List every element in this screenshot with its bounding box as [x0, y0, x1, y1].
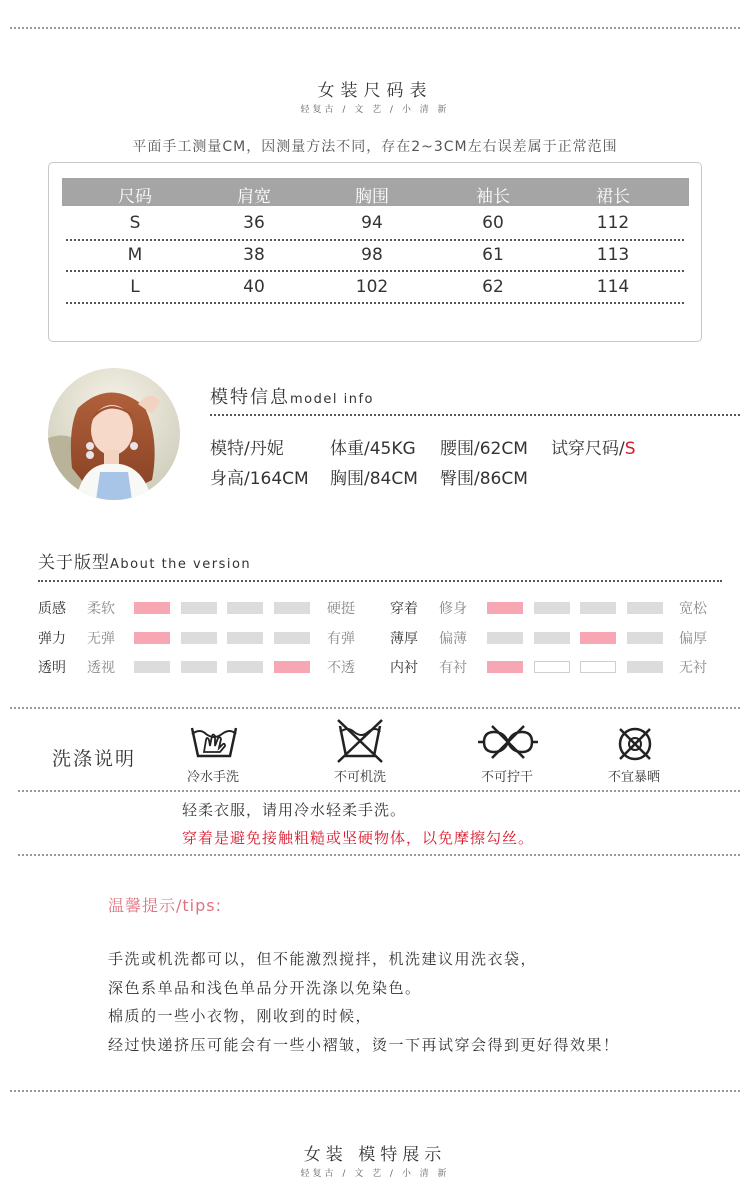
- model-info-title: [210, 383, 374, 409]
- no-machine-wash-label: 不可机洗: [333, 770, 386, 785]
- scale-bar: [134, 632, 170, 644]
- table-row: [62, 245, 689, 269]
- scale-bar: [487, 602, 523, 614]
- version-title-cn: 关于版型: [38, 553, 110, 573]
- scale-bar: [534, 602, 570, 614]
- model-avatar: [48, 368, 180, 500]
- scale-low-label: 修身: [439, 601, 467, 617]
- table-cell: M: [127, 245, 143, 265]
- scale-name: 内衬: [390, 660, 418, 676]
- row-divider: [66, 302, 684, 304]
- scale-bar: [534, 632, 570, 644]
- scale-low-label: 柔软: [87, 601, 115, 617]
- table-cell: 112: [596, 213, 630, 233]
- row-divider: [66, 239, 684, 241]
- scale-bar: [227, 661, 263, 673]
- divider: [10, 707, 740, 709]
- model-info-title-en: model info: [290, 392, 374, 407]
- scale-bar: [181, 602, 217, 614]
- scale-bar: [181, 632, 217, 644]
- table-cell: 98: [361, 245, 383, 265]
- no-sun-dry-label: 不宜暴晒: [607, 770, 660, 785]
- wash-note: 轻柔衣服，请用冷水轻柔手洗。: [182, 801, 407, 819]
- table-cell: 113: [596, 245, 630, 265]
- scale-bar: [627, 602, 663, 614]
- header-cell: 胸围: [355, 187, 389, 207]
- tips-title: 温馨提示/tips:: [108, 896, 222, 915]
- model-size-label: 试穿尺码/: [551, 439, 625, 459]
- table-cell: 60: [482, 213, 504, 233]
- scale-bar: [134, 602, 170, 614]
- tip-line: 经过快递挤压可能会有一些小褶皱，烫一下再试穿会得到更好得效果！: [108, 1036, 620, 1054]
- model-size-value: S: [624, 439, 636, 459]
- table-row: [62, 213, 689, 237]
- model-height: 身高/164CM: [210, 469, 309, 489]
- tip-line: 深色系单品和浅色单品分开洗涤以免染色。: [108, 979, 422, 997]
- scale-bar: [227, 602, 263, 614]
- scale-low-label: 偏薄: [439, 631, 467, 647]
- divider: [38, 580, 722, 582]
- divider: [10, 27, 740, 29]
- scale-bar: [487, 661, 523, 673]
- scale-high-label: 硬挺: [327, 601, 355, 617]
- table-cell: S: [129, 213, 141, 233]
- scale-bar: [227, 632, 263, 644]
- table-cell: 62: [482, 277, 504, 297]
- no-wring-label: 不可拧干: [480, 770, 533, 785]
- model-waist: 腰围/62CM: [440, 439, 528, 459]
- no-sun-dry-icon: [616, 725, 654, 767]
- table-cell: L: [130, 277, 140, 297]
- header-cell: 肩宽: [237, 187, 271, 207]
- row-divider: [66, 270, 684, 272]
- model-name: 模特/丹妮: [210, 439, 284, 459]
- scale-name: 透明: [38, 660, 66, 676]
- scale-high-label: 无衬: [679, 660, 707, 676]
- table-cell: 94: [361, 213, 383, 233]
- header-cell: 袖长: [476, 187, 510, 207]
- hand-wash-label: 冷水手洗: [186, 770, 239, 785]
- no-wring-icon: [476, 724, 540, 764]
- scale-low-label: 有衬: [439, 660, 467, 676]
- scale-bar: [580, 632, 616, 644]
- footer-subtitle: 轻复古 / 文 艺 / 小 清 新: [300, 1169, 450, 1179]
- model-info-title-cn: 模特信息: [210, 387, 290, 408]
- scale-bar: [181, 661, 217, 673]
- scale-bar: [274, 602, 310, 614]
- divider: [18, 854, 740, 856]
- scale-high-label: 不透: [327, 660, 355, 676]
- wash-title: 洗涤说明: [52, 748, 137, 770]
- version-title-en: About the version: [110, 557, 252, 572]
- scale-bar: [274, 632, 310, 644]
- model-hip: 臀围/86CM: [440, 469, 528, 489]
- table-cell: 38: [243, 245, 265, 265]
- table-cell: 61: [482, 245, 504, 265]
- scale-bar: [487, 632, 523, 644]
- scale-bar: [580, 661, 616, 673]
- scale-name: 弹力: [38, 631, 66, 647]
- scale-bar: [627, 661, 663, 673]
- divider: [210, 414, 740, 416]
- scale-low-label: 无弹: [87, 631, 115, 647]
- header-cell: 尺码: [118, 187, 152, 207]
- page-subtitle: 轻复古 / 文 艺 / 小 清 新: [300, 105, 450, 115]
- tip-line: 手洗或机洗都可以，但不能激烈搅拌，机洗建议用洗衣袋，: [108, 950, 538, 968]
- scale-high-label: 宽松: [679, 601, 707, 617]
- hand-wash-icon: [188, 722, 240, 766]
- tip-line: 棉质的一些小衣物，刚收到的时候，: [108, 1007, 373, 1025]
- model-size: [551, 434, 636, 459]
- measure-note: 平面手工测量CM，因测量方法不同，存在2~3CM左右误差属于正常范围: [132, 139, 618, 155]
- no-machine-wash-icon: [334, 716, 386, 768]
- size-table-header: [62, 178, 689, 206]
- scale-name: 薄厚: [390, 631, 418, 647]
- scale-low-label: 透视: [87, 660, 115, 676]
- version-title: [38, 548, 251, 573]
- page-title: 女装尺码表: [317, 81, 433, 101]
- divider: [10, 1090, 740, 1092]
- scale-bar: [134, 661, 170, 673]
- scale-bar: [274, 661, 310, 673]
- table-row: [62, 277, 689, 301]
- table-cell: 114: [596, 277, 630, 297]
- scale-high-label: 有弹: [327, 631, 355, 647]
- footer-title: 女装 模特展示: [303, 1145, 447, 1165]
- scale-bar: [627, 632, 663, 644]
- scale-name: 穿着: [390, 601, 418, 617]
- scale-high-label: 偏厚: [679, 631, 707, 647]
- header-cell: 裙长: [596, 187, 630, 207]
- wash-warning: 穿着是避免接触粗糙或坚硬物体，以免摩擦勾丝。: [182, 829, 535, 847]
- scale-bar: [580, 602, 616, 614]
- model-bust: 胸围/84CM: [330, 469, 418, 489]
- divider: [18, 790, 740, 792]
- table-cell: 36: [243, 213, 265, 233]
- model-weight: 体重/45KG: [330, 439, 416, 459]
- table-cell: 40: [243, 277, 265, 297]
- table-cell: 102: [355, 277, 389, 297]
- scale-name: 质感: [38, 601, 66, 617]
- scale-bar: [534, 661, 570, 673]
